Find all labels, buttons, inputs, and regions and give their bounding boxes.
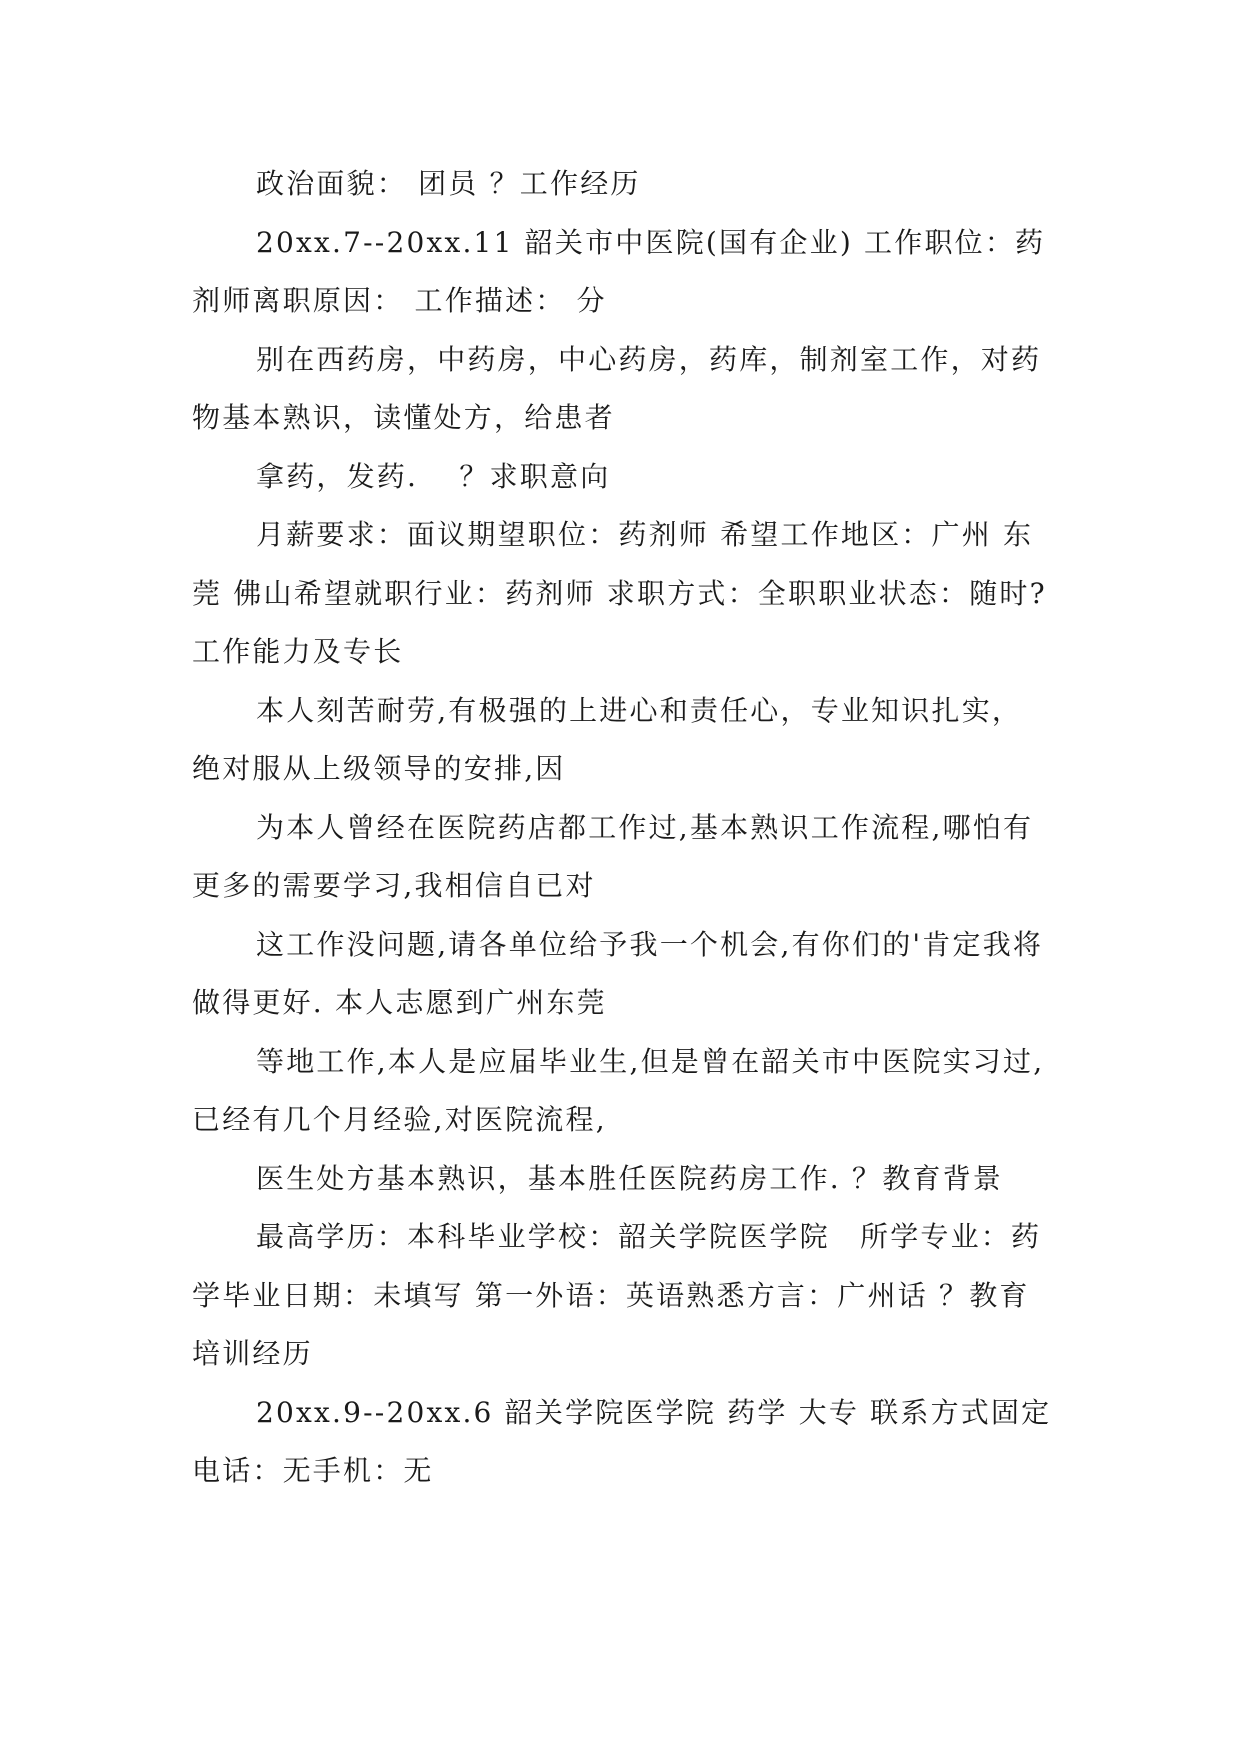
paragraph-self-assessment-2: 为本人曾经在医院药店都工作过,基本熟识工作流程,哪怕有更多的需要学习,我相信自已对: [192, 810, 1034, 902]
paragraph-self-assessment-5: 医生处方基本熟识，基本胜任医院药房工作. ？教育背景: [256, 1161, 1004, 1195]
paragraph-self-assessment-4: 等地工作,本人是应届毕业生,但是曾在韶关市中医院实习过,已经有几个月经验,对医院流程,: [192, 1044, 1045, 1136]
paragraph-training-contact: 20xx.9--20xx.6 韶关学院医学院 药学 大专 联系方式固定电话：无手机：无: [192, 1395, 1052, 1487]
paragraph-dispensing: 拿药，发药. ？求职意向: [256, 459, 611, 493]
paragraph-work-experience-1: 20xx.7--20xx.11 韶关市中医院(国有企业) 工作职位：药剂师离职原因： 工作描述： 分: [192, 225, 1046, 317]
paragraph-work-description: 别在西药房，中药房，中心药房，药库，制剂室工作，对药物基本熟识，读懂处方，给患者: [192, 342, 1042, 434]
paragraph-job-intention: 月薪要求：面议期望职位：药剂师 希望工作地区：广州 东莞 佛山希望就职行业：药剂师 求职方式：全职职业状态：随时? 工作能力及专长: [192, 518, 1047, 668]
paragraph-self-assessment-3: 这工作没问题,请各单位给予我一个机会,有你们的'肯定我将做得更好. 本人志愿到广州东莞: [192, 927, 1044, 1019]
paragraph-political-status: 政治面貌： 团员 ？工作经历: [256, 167, 641, 200]
paragraph-self-assessment-1: 本人刻苦耐劳,有极强的上进心和责任心，专业知识扎实，绝对服从上级领导的安排,因: [192, 693, 1023, 785]
paragraph-education: 最高学历：本科毕业学校：韶关学院医学院 所学专业：药学毕业日期：未填写 第一外语：英语熟悉方言：广州话 ？教育培训经历: [192, 1220, 1042, 1370]
document-body: [192, 155, 1052, 1501]
